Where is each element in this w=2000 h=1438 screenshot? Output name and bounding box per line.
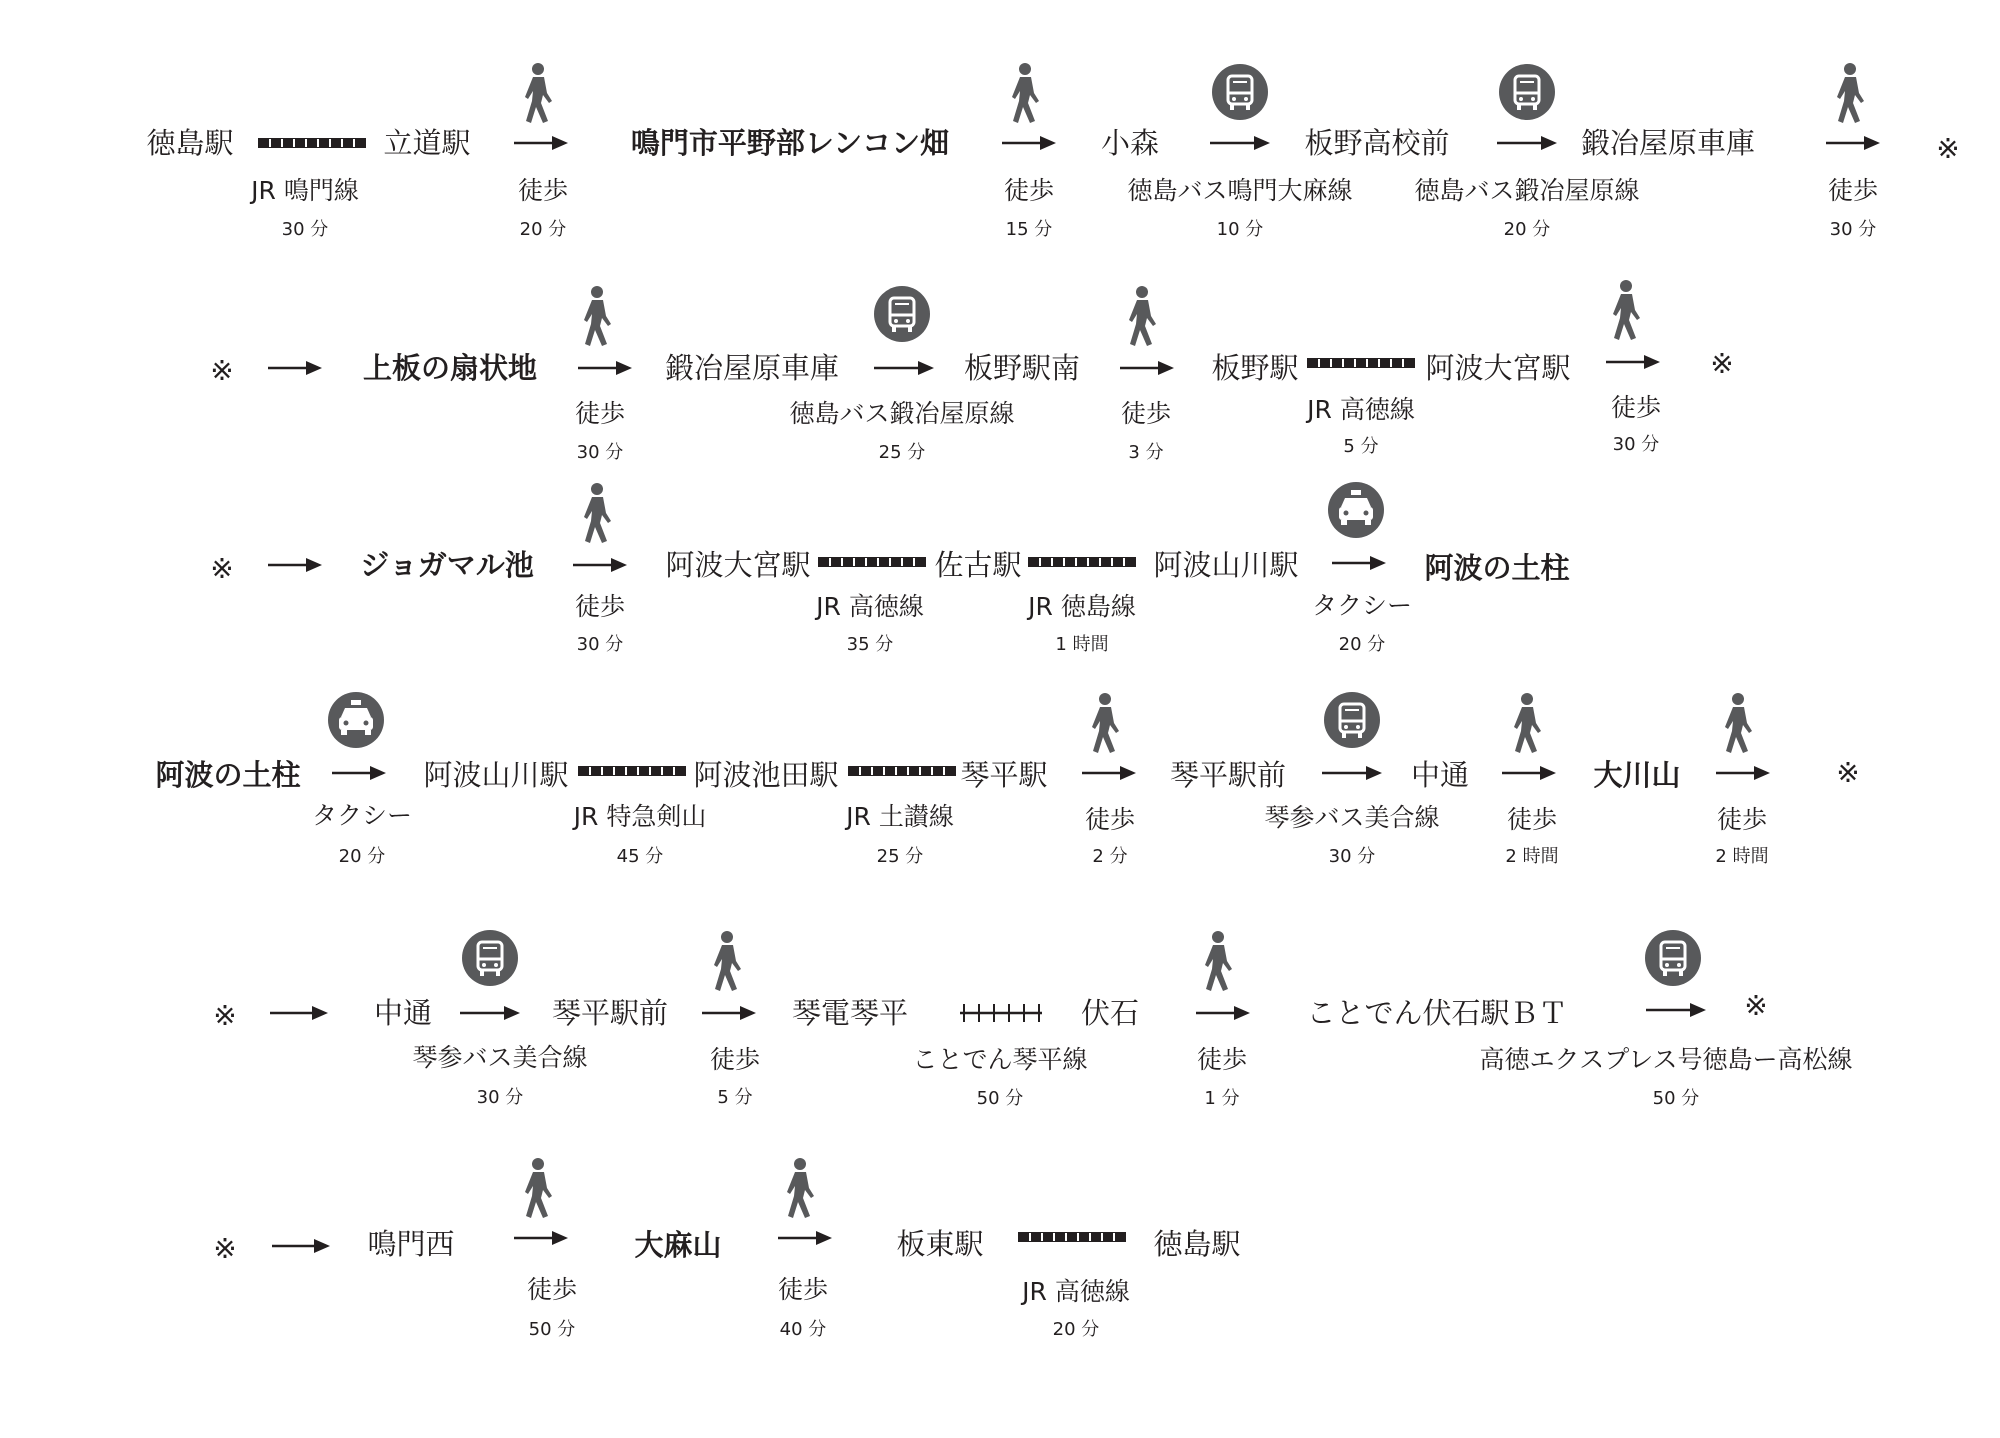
arrow: [573, 558, 627, 572]
continuation-mark: ※: [1836, 756, 1860, 789]
leg-time: 2 分: [1092, 846, 1128, 867]
tram-line: [960, 1004, 1042, 1022]
leg-label: 徒歩: [526, 1275, 578, 1304]
arrow: [1196, 1006, 1250, 1020]
leg-time: 1 分: [1204, 1088, 1240, 1109]
bus-icon: [462, 930, 518, 986]
station-tatemichi: 立道駅: [383, 126, 471, 160]
arrow: [702, 1006, 756, 1020]
leg-time: 30 分: [1612, 434, 1660, 455]
leg-time: 30 分: [476, 1087, 524, 1108]
leg-time: 50 分: [976, 1088, 1024, 1109]
leg-time: 5 分: [1343, 436, 1379, 457]
walking-person-icon: [1012, 63, 1039, 123]
arrow: [268, 558, 322, 572]
station-bando: 板東駅: [896, 1227, 984, 1261]
walking-person-icon: [714, 931, 741, 991]
leg-label: 徒歩: [1716, 805, 1768, 834]
station-itano: 板野駅: [1211, 351, 1299, 385]
leg-label: 徳島バス鳴門大麻線: [1127, 176, 1353, 205]
walking-person-icon: [1205, 931, 1232, 991]
leg-time: 35 分: [846, 634, 894, 655]
leg-label: 徳島バス鍛冶屋原線: [1414, 176, 1640, 205]
station-kotohira-ekimae: 琴平駅前: [551, 996, 669, 1030]
arrow: [1826, 136, 1880, 150]
destination-kamiita-fan: 上板の扇状地: [362, 351, 538, 385]
arrow: [1332, 556, 1386, 570]
continuation-mark: ※: [210, 354, 234, 387]
station-komori: 小森: [1100, 126, 1160, 160]
leg-label: 徒歩: [1120, 399, 1172, 428]
arrow: [514, 136, 568, 150]
rail-line: [258, 138, 366, 148]
arrow: [1002, 136, 1056, 150]
destination-awa-dochu: 阿波の土柱: [1424, 551, 1570, 585]
arrow: [268, 361, 322, 375]
bus-icon: [1212, 64, 1268, 120]
leg-label: 琴参バス美合線: [1264, 803, 1440, 832]
leg-time: 10 分: [1216, 219, 1264, 240]
leg-time: 20 分: [1052, 1319, 1100, 1340]
station-awa-omiya: 阿波大宮駅: [665, 548, 811, 582]
leg-label: JR 鳴門線: [251, 176, 359, 205]
leg-label: ことでん琴平線: [912, 1045, 1088, 1074]
leg-time: 45 分: [616, 846, 664, 867]
leg-time: 30 分: [281, 219, 329, 240]
continuation-mark: ※: [213, 1232, 237, 1265]
leg-time: 40 分: [779, 1319, 827, 1340]
station-kajiyabara-depot: 鍛冶屋原車庫: [1580, 126, 1756, 160]
leg-label: タクシー: [1311, 591, 1413, 620]
leg-label: 徒歩: [1196, 1045, 1248, 1074]
station-awa-ikeda: 阿波池田駅: [693, 758, 839, 792]
taxi-icon: [328, 692, 384, 748]
walking-person-icon: [1092, 693, 1119, 753]
walking-person-icon: [1837, 63, 1864, 123]
leg-time: 15 分: [1005, 219, 1053, 240]
leg-label: 徒歩: [574, 592, 626, 621]
leg-label: 徒歩: [1827, 176, 1879, 205]
leg-time: 20 分: [1338, 634, 1386, 655]
rail-line: [1028, 557, 1136, 567]
rail-line: [1307, 358, 1415, 368]
station-itano-south: 板野駅南: [963, 351, 1081, 385]
walking-person-icon: [525, 63, 552, 123]
arrow: [1716, 766, 1770, 780]
station-kotohira: 琴平駅: [960, 758, 1048, 792]
walking-person-icon: [1613, 280, 1640, 340]
leg-label: 徒歩: [1084, 805, 1136, 834]
destination-awa-dochu: 阿波の土柱: [155, 758, 301, 792]
leg-time: 20 分: [338, 846, 386, 867]
leg-time: 50 分: [1652, 1088, 1700, 1109]
leg-label: 高徳エクスプレス号徳島ー高松線: [1479, 1045, 1853, 1074]
arrow: [514, 1231, 568, 1245]
arrow: [1322, 766, 1382, 780]
arrow: [1210, 136, 1270, 150]
continuation-mark: ※: [1710, 347, 1734, 380]
station-kotohira-ekimae: 琴平駅前: [1169, 758, 1287, 792]
continuation-mark: ※: [1744, 989, 1768, 1022]
leg-time: 30 分: [1328, 846, 1376, 867]
arrow: [460, 1006, 520, 1020]
leg-label: 徒歩: [1506, 805, 1558, 834]
continuation-mark: ※: [210, 552, 234, 585]
leg-time: 20 分: [1503, 219, 1551, 240]
leg-time: 1 時間: [1055, 634, 1109, 655]
station-awa-yamakawa: 阿波山川駅: [423, 758, 569, 792]
leg-label: 徒歩: [709, 1045, 761, 1074]
arrow: [1120, 361, 1174, 375]
bus-icon: [1324, 692, 1380, 748]
route-row-6: [213, 1158, 1240, 1340]
leg-label: 徒歩: [574, 399, 626, 428]
leg-label: 徒歩: [777, 1275, 829, 1304]
station-kotoden-fuseishi-bt: ことでん伏石駅ＢＴ: [1306, 996, 1568, 1030]
route-row-3: [210, 482, 1569, 655]
station-awa-yamakawa: 阿波山川駅: [1153, 548, 1299, 582]
walking-person-icon: [1514, 693, 1541, 753]
leg-time: 25 分: [878, 442, 926, 463]
walking-person-icon: [1725, 693, 1752, 753]
walking-person-icon: [787, 1158, 814, 1218]
leg-label: タクシー: [311, 801, 413, 830]
route-row-4: [155, 692, 1859, 867]
leg-time: 5 分: [717, 1087, 753, 1108]
arrow: [1082, 766, 1136, 780]
bus-icon: [1645, 930, 1701, 986]
station-kajiyabara-depot: 鍛冶屋原車庫: [664, 351, 840, 385]
station-nakadori: 中通: [1410, 758, 1470, 792]
bus-icon: [1499, 64, 1555, 120]
arrow: [874, 361, 934, 375]
arrow: [1646, 1003, 1706, 1017]
leg-label: JR 徳島線: [1028, 592, 1136, 621]
leg-label: JR 高徳線: [1022, 1277, 1130, 1306]
station-tokushima: 徳島駅: [1153, 1227, 1241, 1261]
leg-label: 徳島バス鍛冶屋原線: [789, 399, 1015, 428]
rail-line: [818, 557, 926, 567]
walking-person-icon: [525, 1158, 552, 1218]
arrow: [332, 766, 386, 780]
taxi-icon: [1328, 482, 1384, 538]
walking-person-icon: [584, 483, 611, 543]
leg-time: 50 分: [528, 1319, 576, 1340]
arrow: [272, 1239, 330, 1253]
station-sako: 佐古駅: [934, 548, 1022, 582]
destination-oasayama: 大麻山: [634, 1228, 722, 1262]
bus-icon: [874, 286, 930, 342]
rail-line: [1018, 1232, 1126, 1242]
station-tokushima: 徳島駅: [146, 126, 234, 160]
destination-jogamaru-pond: ジョガマル池: [360, 548, 534, 582]
station-naruto-nishi: 鳴門西: [367, 1227, 455, 1261]
station-fuseishi: 伏石: [1080, 996, 1140, 1030]
continuation-mark: ※: [213, 999, 237, 1032]
arrow: [778, 1231, 832, 1245]
walking-person-icon: [584, 286, 611, 346]
leg-label: 徒歩: [517, 176, 569, 205]
leg-label: 徒歩: [1610, 393, 1662, 422]
arrow: [1606, 355, 1660, 369]
station-kotoden-kotohira: 琴電琴平: [791, 996, 909, 1030]
continuation-mark: ※: [1936, 132, 1960, 165]
leg-time: 2 時間: [1505, 846, 1559, 867]
leg-time: 30 分: [576, 442, 624, 463]
station-awa-omiya: 阿波大宮駅: [1425, 351, 1571, 385]
leg-label: JR 土讃線: [846, 802, 954, 831]
leg-time: 25 分: [876, 846, 924, 867]
arrow: [270, 1006, 328, 1020]
rail-line: [578, 766, 686, 776]
destination-renkon-field: 鳴門市平野部レンコン畑: [630, 126, 950, 160]
leg-label: JR 高徳線: [816, 592, 924, 621]
leg-time: 30 分: [576, 634, 624, 655]
destination-ogawayama: 大川山: [1593, 758, 1681, 792]
station-itano-high-school: 板野高校前: [1304, 126, 1450, 160]
leg-time: 3 分: [1128, 442, 1164, 463]
leg-label: JR 高徳線: [1307, 395, 1415, 424]
leg-label: 琴参バス美合線: [412, 1043, 588, 1072]
route-row-2: [210, 280, 1733, 463]
rail-line: [848, 766, 956, 776]
arrow: [1502, 766, 1556, 780]
leg-time: 30 分: [1829, 219, 1877, 240]
leg-time: 2 時間: [1715, 846, 1769, 867]
route-row-1: [146, 63, 1959, 240]
walking-person-icon: [1129, 286, 1156, 346]
leg-label: JR 特急剣山: [573, 802, 707, 831]
leg-time: 20 分: [519, 219, 567, 240]
station-nakadori: 中通: [373, 996, 433, 1030]
route-row-5: [213, 930, 1852, 1109]
arrow: [578, 361, 632, 375]
arrow: [1497, 136, 1557, 150]
leg-label: 徒歩: [1003, 176, 1055, 205]
